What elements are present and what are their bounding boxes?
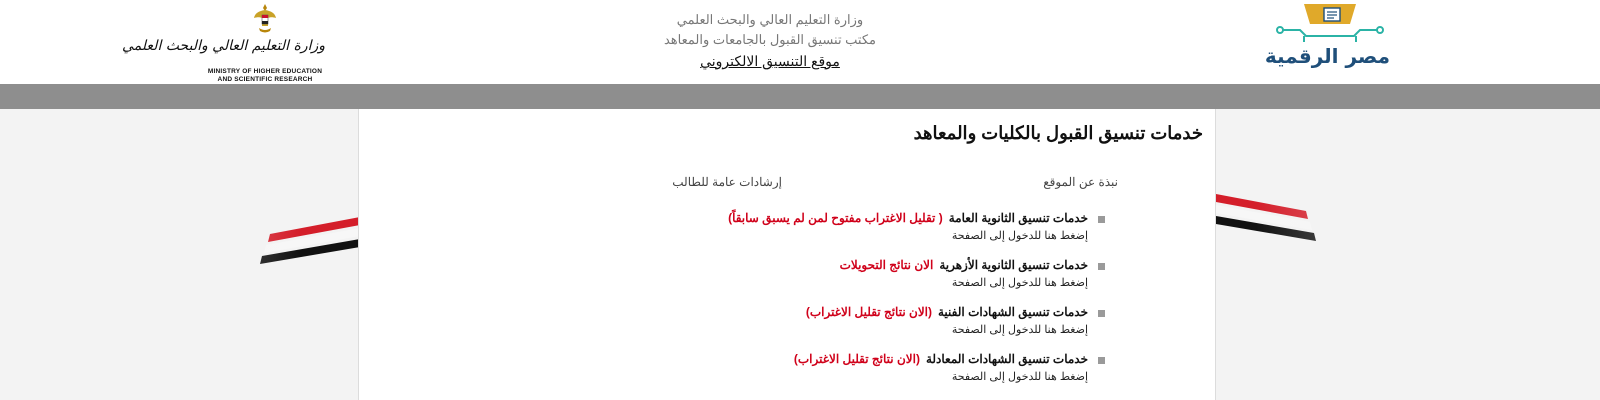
ministry-arabic-name: وزارة التعليم العالي والبحث العلمي bbox=[122, 38, 325, 54]
square-bullet-icon bbox=[1098, 357, 1105, 364]
service-note: (الان نتائج تقليل الاغتراب) bbox=[805, 305, 932, 319]
service-enter-link[interactable]: إضغط هنا للدخول إلى الصفحة bbox=[951, 230, 1088, 242]
service-title-link[interactable] bbox=[794, 352, 1088, 366]
service-title-text: خدمات تنسيق الشهادات الفنية bbox=[938, 305, 1088, 319]
office-name: مكتب تنسيق القبول بالجامعات والمعاهد bbox=[663, 32, 877, 47]
service-enter-link[interactable]: إضغط هنا للدخول إلى الصفحة bbox=[951, 324, 1088, 336]
square-bullet-icon bbox=[1098, 216, 1105, 223]
digital-egypt-logo-icon bbox=[1270, 0, 1390, 46]
service-title-link[interactable] bbox=[728, 211, 1088, 225]
service-equivalent-certificates bbox=[545, 352, 1105, 383]
header-divider-bar bbox=[0, 84, 1600, 109]
service-enter-link[interactable]: إضغط هنا للدخول إلى الصفحة bbox=[951, 277, 1088, 289]
tab-student-guidance[interactable]: إرشادات عامة للطالب bbox=[672, 175, 782, 189]
service-enter-link[interactable]: إضغط هنا للدخول إلى الصفحة bbox=[951, 371, 1088, 383]
service-general-secondary bbox=[545, 211, 1105, 242]
service-header bbox=[545, 305, 1105, 323]
ministry-english-line1: MINISTRY OF HIGHER EDUCATION bbox=[207, 68, 323, 75]
content-panel bbox=[358, 109, 1216, 400]
square-bullet-icon bbox=[1098, 263, 1105, 270]
service-title-link[interactable] bbox=[840, 258, 1088, 272]
square-bullet-icon bbox=[1098, 310, 1105, 317]
ministry-name: وزارة التعليم العالي والبحث العلمي bbox=[676, 12, 864, 27]
service-header bbox=[545, 352, 1105, 370]
service-note: (الان نتائج تقليل الاغتراب) bbox=[793, 352, 920, 366]
header bbox=[0, 0, 1600, 84]
egypt-eagle-emblem-icon bbox=[253, 2, 277, 36]
service-note: ( تقليل الاغتراب مفتوح لمن لم يسبق سابقاً) bbox=[728, 211, 943, 225]
service-header bbox=[545, 258, 1105, 276]
page-title: خدمات تنسيق القبول بالكليات والمعاهد bbox=[913, 123, 1203, 143]
service-title-link[interactable] bbox=[806, 305, 1088, 319]
tab-about-site[interactable]: نبذة عن الموقع bbox=[1043, 175, 1118, 189]
header-center bbox=[640, 10, 900, 70]
site-name-link[interactable]: موقع التنسيق الالكتروني bbox=[700, 53, 840, 69]
ministry-english-line2: AND SCIENTIFIC RESEARCH bbox=[217, 76, 313, 83]
service-note: الان نتائج التحويلات bbox=[839, 258, 934, 272]
service-azhar-secondary bbox=[545, 258, 1105, 289]
service-technical-certificates bbox=[545, 305, 1105, 336]
service-title-text: خدمات تنسيق الثانوية الأزهرية bbox=[939, 258, 1088, 272]
left-decorative-swoosh bbox=[0, 109, 360, 400]
service-title-text: خدمات تنسيق الشهادات المعادلة bbox=[925, 352, 1088, 366]
service-title-text: خدمات تنسيق الثانوية العامة bbox=[948, 211, 1088, 225]
service-header bbox=[545, 211, 1105, 229]
right-decorative-swoosh bbox=[1216, 109, 1600, 400]
ministry-logo[interactable] bbox=[122, 2, 325, 83]
digital-egypt-logo-text: مصر الرقمية bbox=[1264, 44, 1390, 68]
digital-egypt-logo[interactable] bbox=[1264, 0, 1390, 80]
